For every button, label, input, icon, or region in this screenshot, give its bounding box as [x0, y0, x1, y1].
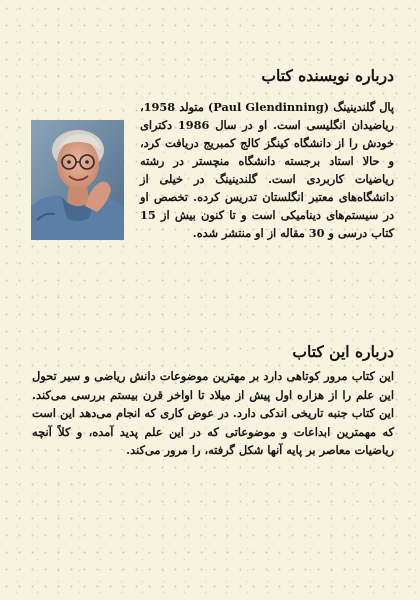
book-section-heading: درباره این کتاب [292, 342, 394, 361]
author-section-heading: درباره نویسنده کتاب [261, 66, 394, 85]
book-description: این کتاب مرور کوتاهی دارد بر مهترین موضوعات دانش ریاضی و سیر تحول این علم را از هزاره اول پیش از میلاد تا اواخر قرن بیستم بررسی می‌کند. این کتاب جنبه تاریخی اندکی دارد. در عوض کاری که انجام می‌دهد این است که مهمترین ابداعات و موضوعاتی که در این علم پدید آمده، و کلاً آنچه ریاضیات معاصر بر پایه آنها شکل گرفته، را مرور می‌کند. [32, 369, 394, 458]
author-portrait-icon [31, 120, 124, 240]
author-photo [31, 120, 124, 240]
author-bio: پال گلندینینگ (Paul Glendinning) متولد 1958، ریاضیدان انگلیسی است. او در سال 1986 دکترای خودش را از دانشگاه کینگز کالج کمبریج دریافت کرد، و حالا استاد برجسته دانشگاه منچستر در رشته ریاضیات کاربردی است. گلندینینگ در خیلی از دانشگاه‌های معتبر انگلستان تدریس کرده. تخصص او در سیستم‌های دینامیکی است و تا کنون بیش از 15 کتاب درسی و 30 مقاله از او منتشر شده. [140, 100, 395, 240]
